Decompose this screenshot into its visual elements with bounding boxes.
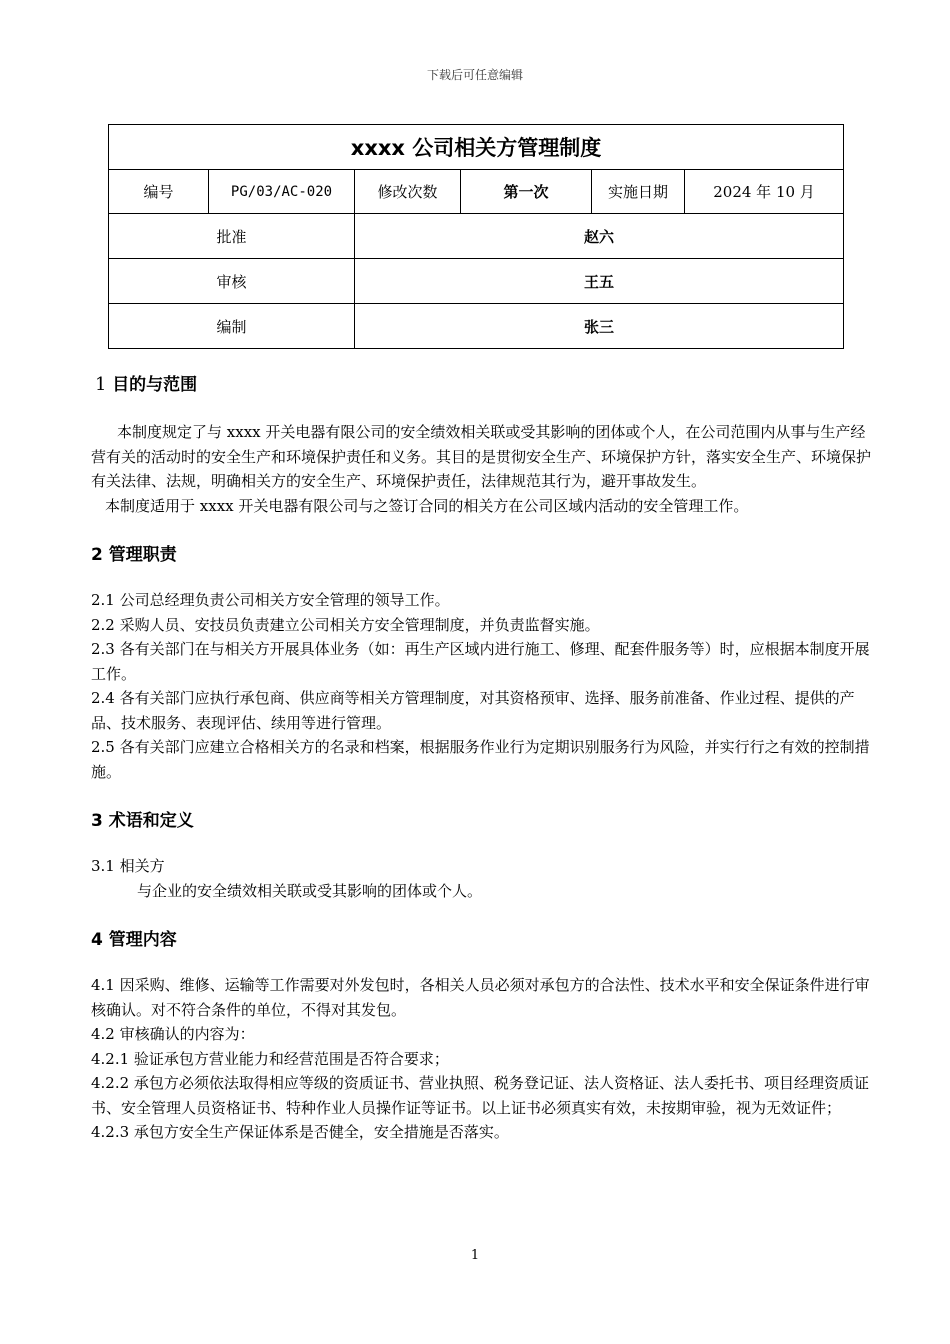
section-4-item: 4.2.2 承包方必须依法取得相应等级的资质证书、营业执照、税务登记证、法人资格证、法人委托书、项目经理资质证书、安全管理人员资格证书、特种作业人员操作证等证书。以上证书必须真实有效，未按期审验，视为无效证件； (91, 1074, 869, 1117)
section-1-number: 1 (95, 374, 107, 395)
section-2-item: 2.2 采购人员、安技员负责建立公司相关方安全管理制度，并负责监督实施。 (91, 615, 600, 634)
page-number: 1 (470, 1248, 480, 1263)
section-3-term: 3.1 相关方 (91, 857, 165, 875)
review-value: 王五 (355, 259, 844, 304)
section-4-item: 4.2 审核确认的内容为： (91, 1025, 255, 1043)
section-2-item: 2.4 各有关部门应执行承包商、供应商等相关方管理制度，对其资格预审、选择、服务前准备、作业过程、提供的产品、技术服务、表现评估、续用等进行管理。 (91, 689, 855, 732)
document-meta-table (108, 124, 844, 349)
review-label: 审核 (109, 259, 355, 304)
section-4-item: 4.2.3 承包方安全生产保证体系是否健全，安全措施是否落实。 (91, 1123, 509, 1141)
section-4-heading: 4 管理内容 (91, 930, 177, 950)
section-2-item: 2.1 公司总经理负责公司相关方安全管理的领导工作。 (91, 591, 450, 609)
section-4-item: 4.2.1 验证承包方营业能力和经营范围是否符合要求； (91, 1049, 449, 1068)
approve-value: 赵六 (355, 214, 844, 259)
number-value: PG/03/AC-020 (209, 170, 355, 214)
section-2-item: 2.3 各有关部门在与相关方开展具体业务（如：再生产区域内进行施工、修理、配套件服务等）时，应根据本制度开展工作。 (91, 640, 870, 683)
section-3-heading: 3 术语和定义 (91, 811, 194, 831)
section-1-paragraph: 本制度规定了与 xxxx 开关电器有限公司的安全绩效相关联或受其影响的团体或个人，在公司范围内从事与生产经营有关的活动时的安全生产和环境保护责任和义务。其目的是贯彻安全生产、环境保护方针，落实安全生产、环境保护有关法律、法规，明确相关方的安全生产、环境保护责任，法律规范其行为，避开事故发生。 (91, 423, 872, 490)
approve-label: 批准 (109, 214, 355, 259)
section-1-paragraph: 本制度适用于 xxxx 开关电器有限公司与之签订合同的相关方在公司区域内活动的安全管理工作。 (105, 496, 749, 515)
section-2-heading: 2 管理职责 (91, 545, 177, 565)
header-note: 下载后可任意编辑 (426, 68, 523, 82)
date-value: 2024 年 10 月 (685, 170, 844, 214)
section-1-title: 目的与范围 (112, 375, 198, 395)
revision-label: 修改次数 (355, 170, 461, 214)
section-3-definition: 与企业的安全绩效相关联或受其影响的团体或个人。 (137, 881, 483, 900)
section-1-heading (95, 372, 871, 398)
prepare-value: 张三 (355, 304, 844, 349)
number-label: 编号 (109, 170, 209, 214)
document-title: xxxx 公司相关方管理制度 (109, 125, 844, 170)
revision-value: 第一次 (461, 170, 592, 214)
date-label: 实施日期 (592, 170, 685, 214)
document-body (91, 372, 871, 1145)
section-4-item: 4.1 因采购、维修、运输等工作需要对外发包时，各相关人员必须对承包方的合法性、技术水平和安全保证条件进行审核确认。对不符合条件的单位，不得对其发包。 (91, 976, 870, 1019)
section-2-item: 2.5 各有关部门应建立合格相关方的名录和档案，根据服务作业行为定期识别服务行为风险，并实行行之有效的控制措施。 (91, 738, 870, 781)
prepare-label: 编制 (109, 304, 355, 349)
